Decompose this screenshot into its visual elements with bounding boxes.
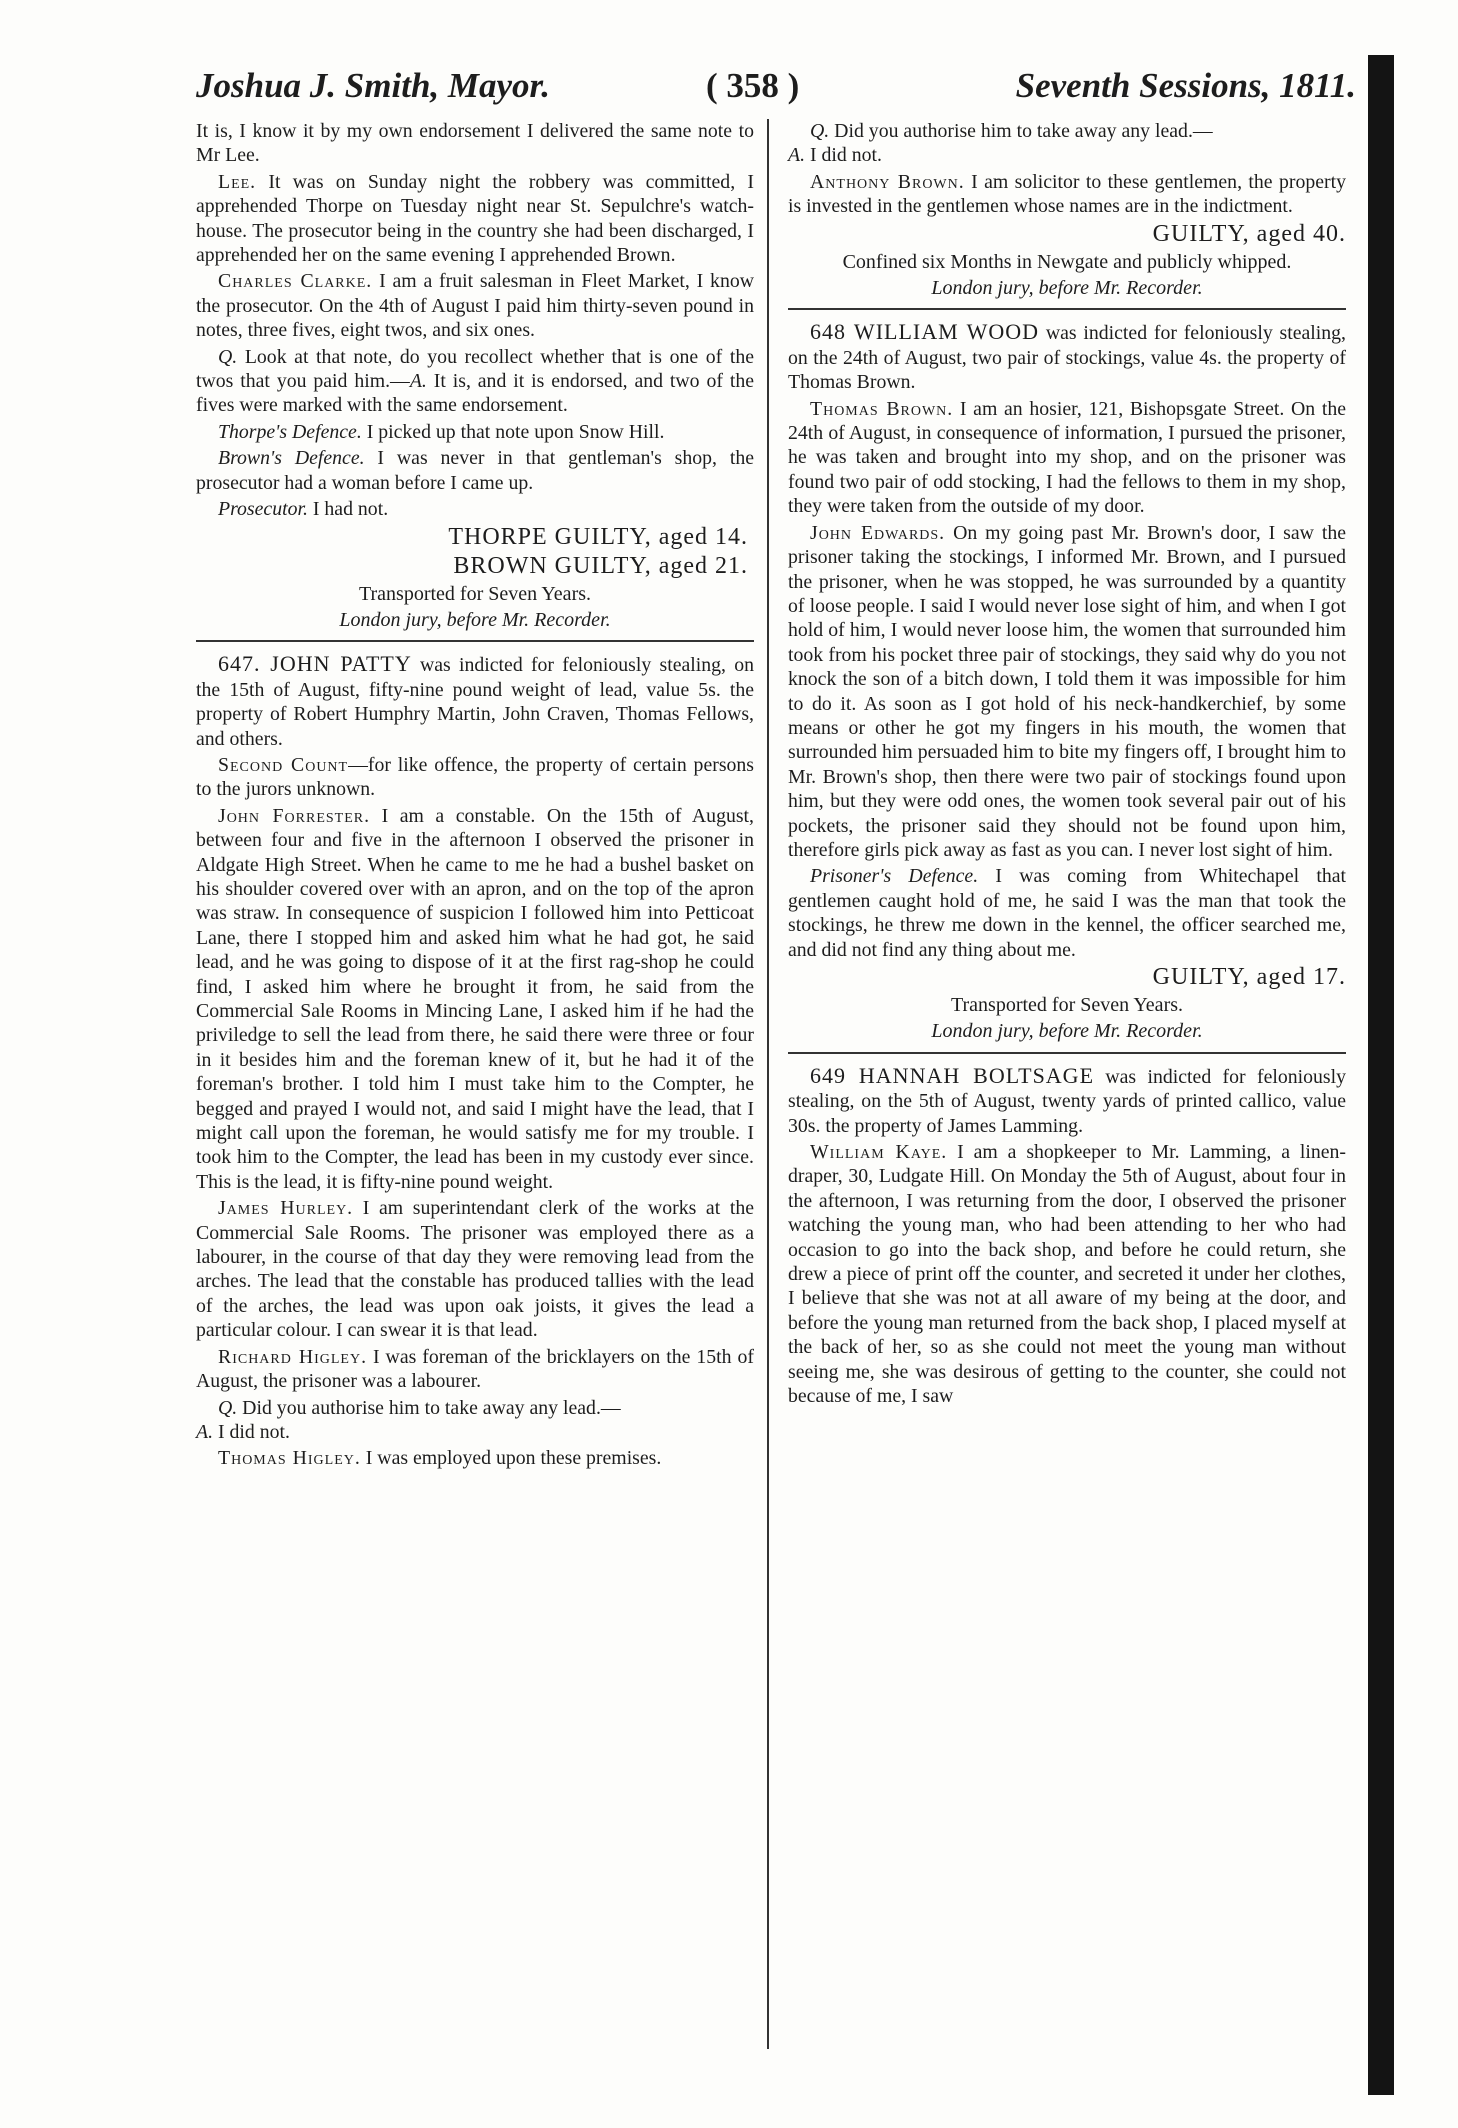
testimony-text: I am solicitor to these gentlemen, the property is invested in the gentlemen whose names are in the indictment.: [788, 170, 1346, 218]
case-number: 649 HANNAH BOLTSAGE: [810, 1062, 1095, 1088]
page-header: [196, 66, 1356, 116]
testimony-text: It was on Sunday night the robbery was committed, I apprehended Thorpe on Tuesday night near St. Sepulchre's watch-house. The prosecutor being in the country she had been discharged, I apprehended her on the same evening I apprehended Brown.: [196, 170, 754, 267]
indictment-text: was indicted for feloniously stealing, on the 15th of August, fifty-nine pound weight of lead, value 5s. the property of Robert Humphry Martin, John Craven, Thomas Fellows, and others.: [196, 654, 754, 750]
testimony-thomas-higley: [196, 1446, 754, 1470]
defence-label: Thorpe's Defence.: [218, 420, 362, 443]
case-648-indictment: [788, 320, 1346, 394]
scan-edge-bar: [1368, 55, 1394, 2095]
sentence: Transported for Seven Years.: [358, 582, 592, 605]
prosecutor-text: I had not.: [307, 498, 389, 521]
speaker-name: Charles Clarke.: [218, 270, 373, 293]
case-number: 647. JOHN PATTY: [218, 651, 412, 677]
question-label: Q.: [218, 345, 238, 368]
right-column: [788, 119, 1346, 1411]
paragraph: It is, I know it by my own endorsement I delivered the same note to Mr Lee.: [196, 120, 754, 167]
answer-text: I did not.: [213, 1420, 290, 1443]
testimony-text: I am a fruit salesman in Fleet Market, I know the prosecutor. On the 4th of August I paid him thirty-seven pound in notes, three fives, eight twos, and six ones.: [196, 270, 755, 342]
jury-line: London jury, before Mr. Recorder.: [931, 1020, 1203, 1043]
defence-label: Brown's Defence.: [218, 447, 365, 470]
prosecutor-reply: [196, 497, 754, 521]
speaker-name: John Forrester.: [218, 804, 371, 827]
answer-label: A.: [196, 1420, 214, 1443]
case-number: 648 WILLIAM WOOD: [810, 319, 1040, 345]
verdict-wood: GUILTY, aged 17.: [1152, 964, 1346, 990]
testimony-edwards: [788, 521, 1346, 863]
indictment-text: was indicted for feloniously stealing, on the 24th of August, two pair of stockings, value 4s. the property of Thomas Brown.: [788, 322, 1346, 394]
testimony-kaye: [788, 1140, 1346, 1408]
question-text: Did you authorise him to take away any lead.—: [829, 120, 1213, 142]
verdict-thorpe: THORPE GUILTY, aged 14.: [448, 523, 748, 550]
defence-text: I was coming from Whitechapel that gentlemen caught hold of me, he said I was the man that took the stockings, he threw me down in the kennel, the officer searched me, and did not find any thing about me.: [788, 865, 1346, 961]
speaker-name: John Edwards.: [810, 521, 946, 544]
question-answer: [196, 1396, 754, 1445]
defence-wood: [788, 864, 1346, 962]
question-text: Did you authorise him to take away any lead.—: [237, 1396, 621, 1419]
header-page-number: ( 358 ): [706, 66, 800, 105]
testimony-text: I am a shopkeeper to Mr. Lamming, a linen-draper, 30, Ludgate Hill. On Monday the 5th of August, about four in the afternoon, I was returning from the door, I observed the prisoner watching the young man, who had been attending to her who had occasion to go into the back shop, and before he could return, she drew a piece of print off the counter, and secreted it under her clothes, I believe that she was not at all aware of my being at the door, and before the young man returned from the back shop, I placed myself at the back of her, so as she could not meet the young man without seeing me, she was desirous of getting to the counter, she could not because of me, I saw: [788, 1141, 1346, 1408]
testimony-hurley: [196, 1196, 754, 1342]
section-rule: [788, 308, 1346, 310]
speaker-name: Lee.: [218, 170, 257, 193]
testimony-anthony-brown: [788, 170, 1346, 219]
testimony-text: I am superintendant clerk of the works at the Commercial Sale Rooms. The prisoner was employed there as a labourer, in the course of that day they were removing lead from the arches. The lead that the constable has produced tallies with the lead of the arches, the lead was upon oak joists, it gives the lead a particular colour. I can swear it is that lead.: [196, 1197, 754, 1342]
count-text: —for like offence, the property of certain persons to the jurors unknown.: [196, 753, 754, 801]
testimony-richard-higley: [196, 1345, 754, 1394]
count-label: Second Count: [218, 753, 349, 776]
answer-label: A.: [409, 370, 427, 393]
speaker-name: James Hurley.: [218, 1197, 354, 1220]
testimony-text: I am an hosier, 121, Bishopsgate Street. On the 24th of August, in consequence of information, I pursued the prisoner, he was taken and brought into my shop, and on the prisoner was found two pair of odd stocking, I had the fellows to them in my shop, they were taken from the outside of my door.: [788, 397, 1346, 518]
defence-text: I picked up that note upon Snow Hill.: [361, 420, 665, 443]
answer-text: It is, and it is endorsed, and two of the fives were marked with the same endorsement.: [196, 370, 755, 417]
jury-line: London jury, before Mr. Recorder.: [339, 608, 611, 631]
answer-text: I did not.: [805, 144, 882, 167]
testimony-clarke: [196, 269, 754, 342]
defence-brown: [196, 446, 754, 495]
verdict-brown: BROWN GUILTY, aged 21.: [453, 552, 748, 579]
jury-line: London jury, before Mr. Recorder.: [931, 277, 1203, 300]
testimony-thomas-brown: [788, 397, 1346, 519]
speaker-name: William Kaye.: [810, 1141, 948, 1164]
speaker-name: Thomas Brown.: [810, 397, 954, 420]
speaker-name: Anthony Brown.: [810, 170, 965, 193]
header-sessions: Seventh Sessions, 1811.: [1015, 66, 1356, 105]
prosecutor-label: Prosecutor.: [218, 498, 308, 521]
defence-text: I was never in that gentleman's shop, the prosecutor had a woman before I came up.: [196, 447, 754, 494]
verdict-patty: GUILTY, aged 40.: [1152, 220, 1346, 247]
header-mayor: Joshua J. Smith, Mayor.: [196, 66, 550, 105]
question-label: Q.: [810, 120, 830, 142]
speaker-name: Richard Higley.: [218, 1345, 368, 1368]
testimony-forrester: [196, 804, 754, 1195]
defence-thorpe: [196, 420, 754, 444]
speaker-name: Thomas Higley.: [218, 1447, 361, 1470]
question-label: Q.: [218, 1396, 238, 1419]
testimony-text: On my going past Mr. Brown's door, I saw the prisoner taking the stockings, I informed Mr. Brown, and I pursued the prisoner, when he was stopped, he was surrounded by a quantity of loose people. I said I would never lose sight of him, and when I got hold of him, I would never loose him, the women that surrounded him took from his pocket three pair of stockings, they said why do you not knock the son of a bitch down, I told them it was impossible for him to do it. As soon as I got hold of his neck-handkerchief, by some means or other he got my fingers in his mouth, the women that surrounded him persuaded him to bite my fingers off, I brought him to Mr. Brown's shop, then there were two pair of stockings found upon him, but they were odd ones, the women took several pair out of his pockets, the prisoner said they should not be found upon him, therefore girls pick away as fast as you can. I never lost sight of him.: [788, 521, 1346, 861]
sentence: Confined six Months in Newgate and publicly whipped.: [842, 250, 1292, 273]
defence-label: Prisoner's Defence.: [810, 865, 979, 888]
testimony-text: I was foreman of the bricklayers on the 15th of August, the prisoner was a labourer.: [196, 1345, 754, 1393]
testimony-text: I am a constable. On the 15th of August, between four and five in the afternoon I observed the prisoner in Aldgate High Street. When he came to me he had a bushel basket on his shoulder covered over with an apron, and on the top of the apron was straw. In consequence of suspicion I followed him into Petticoat Lane, there I stopped him and asked him what he had got, he said lead, and he was going to dispose of it at the first rag-shop he could find, I asked him where he brought it from, he said from the Commercial Sale Rooms in Mincing Lane, I asked him if he had the priviledge to sell the lead from there, he said there were three or four in it besides him and the foreman knew of it, but he had it of the foreman's brother. I told him I must take him to the Compter, he begged and prayed I would not, and said I might have the lead, that I might call upon the foreman, he would satisfy me for my trouble. I took him to the Compter, the lead has been in my custody ever since. This is the lead, it is fifty-nine pound weight.: [196, 804, 754, 1193]
testimony-text: I was employed upon these premises.: [360, 1447, 662, 1470]
sentence: Transported for Seven Years.: [950, 994, 1184, 1016]
section-rule: [196, 640, 754, 642]
question-answer: [196, 345, 754, 418]
column-divider: [767, 119, 769, 2049]
answer-label: A.: [788, 144, 806, 167]
indictment-text: was indicted for feloniously stealing, on the 5th of August, twenty yards of printed callico, value 30s. the property of James Lamming.: [788, 1065, 1346, 1137]
testimony-lee: [196, 170, 754, 268]
case-649-indictment: [788, 1064, 1346, 1138]
section-rule: [788, 1052, 1346, 1054]
case-647-indictment: [196, 652, 754, 751]
second-count: [196, 753, 754, 802]
question-text: Look at that note, do you recollect whether that is one of the twos that you paid him.—: [196, 345, 754, 393]
question-answer: [788, 119, 1346, 168]
left-column: [196, 119, 754, 1473]
